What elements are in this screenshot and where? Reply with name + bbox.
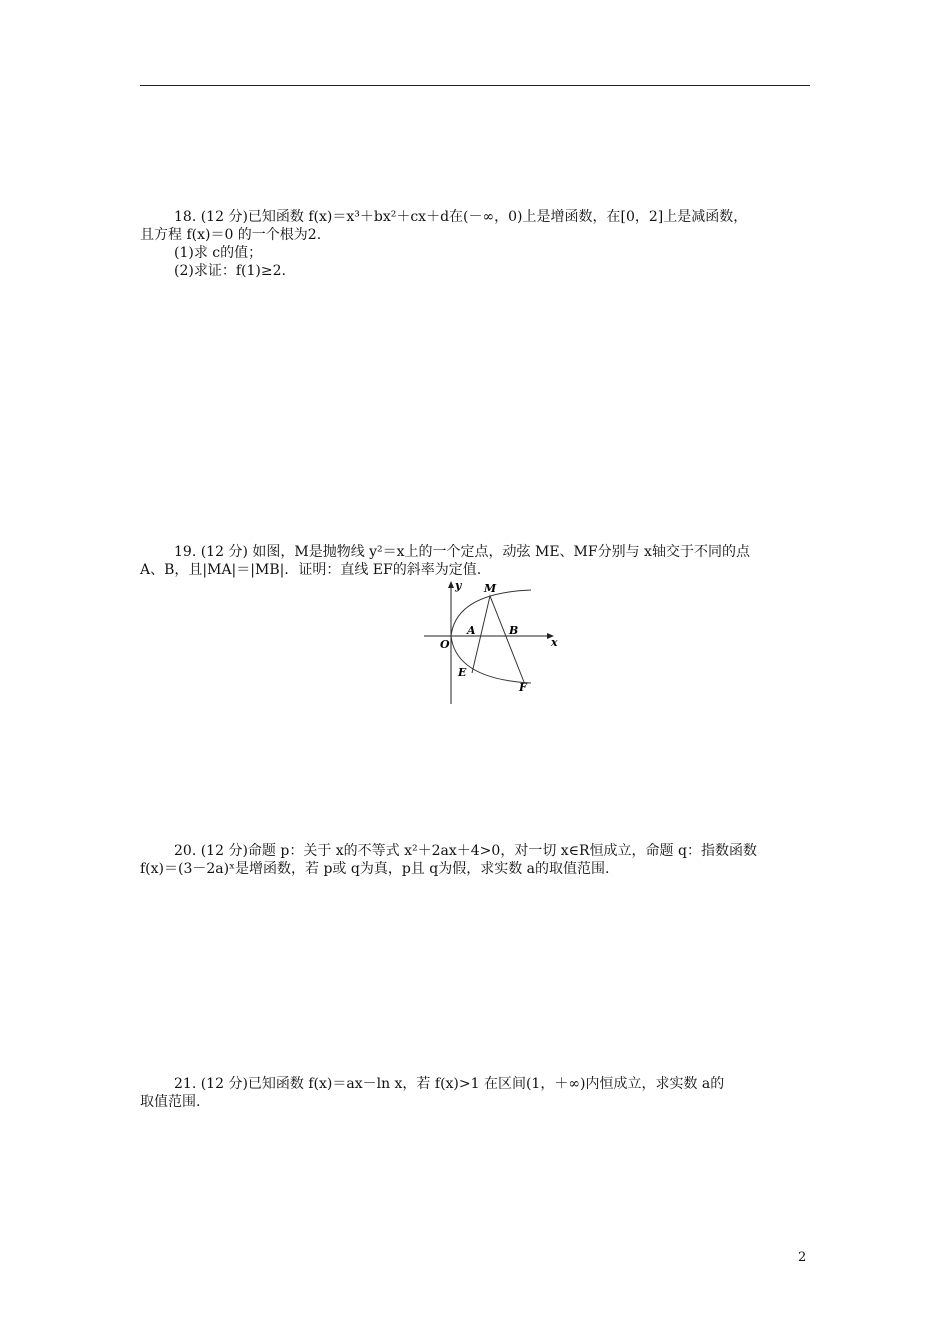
point-f-label: F xyxy=(519,681,527,694)
page-number: 2 xyxy=(798,1250,807,1265)
problem-18-part-1: (1)求 c的值； xyxy=(174,245,263,261)
problem-19-line-2: A、B，且|MA|＝|MB|．证明：直线 EF的斜率为定值. xyxy=(140,562,482,578)
parabola-figure xyxy=(420,578,560,708)
problem-18-line-1: 18. (12 分)已知函数 f(x)＝x³＋bx²＋cx＋d在(－∞，0)上是增函数，在[0，2]上是减函数， xyxy=(174,209,748,225)
problem-21 xyxy=(140,1075,812,1111)
problem-20-line-2: f(x)＝(3－2a)ˣ是增函数，若 p或 q为真，p且 q为假，求实数 a的取值范围. xyxy=(140,861,610,877)
problem-20-line-1: 20. (12 分)命题 p：关于 x的不等式 x²＋2ax＋4>0，对一切 x∈R恒成立，命题 q：指数函数 xyxy=(174,843,757,859)
header-rule xyxy=(140,85,810,86)
x-axis-label: x xyxy=(551,636,558,649)
problem-18-line-2: 且方程 f(x)＝0 的一个根为2. xyxy=(140,227,322,243)
point-a-label: A xyxy=(467,624,476,637)
y-axis-label: y xyxy=(455,579,462,592)
problem-19 xyxy=(140,543,812,579)
point-m-label: M xyxy=(484,582,497,595)
problem-18-part-2: (2)求证：f(1)≥2. xyxy=(174,263,286,279)
point-e-label: E xyxy=(458,666,467,679)
problem-21-line-2: 取值范围. xyxy=(140,1094,201,1110)
problem-18 xyxy=(140,208,812,280)
problem-21-line-1: 21. (12 分)已知函数 f(x)＝ax－ln x，若 f(x)>1 在区间(1，＋∞)内恒成立，求实数 a的 xyxy=(174,1076,725,1092)
problem-20 xyxy=(140,842,812,878)
problem-19-line-1: 19. (12 分) 如图，M是抛物线 y²＝x上的一个定点，动弦 ME、MF分别与 x轴交于不同的点 xyxy=(174,544,750,560)
origin-label: O xyxy=(440,638,450,651)
point-b-label: B xyxy=(509,624,519,637)
parabola-diagram xyxy=(420,578,560,708)
chord-me-mf xyxy=(472,596,524,682)
y-axis-arrow xyxy=(448,581,454,588)
